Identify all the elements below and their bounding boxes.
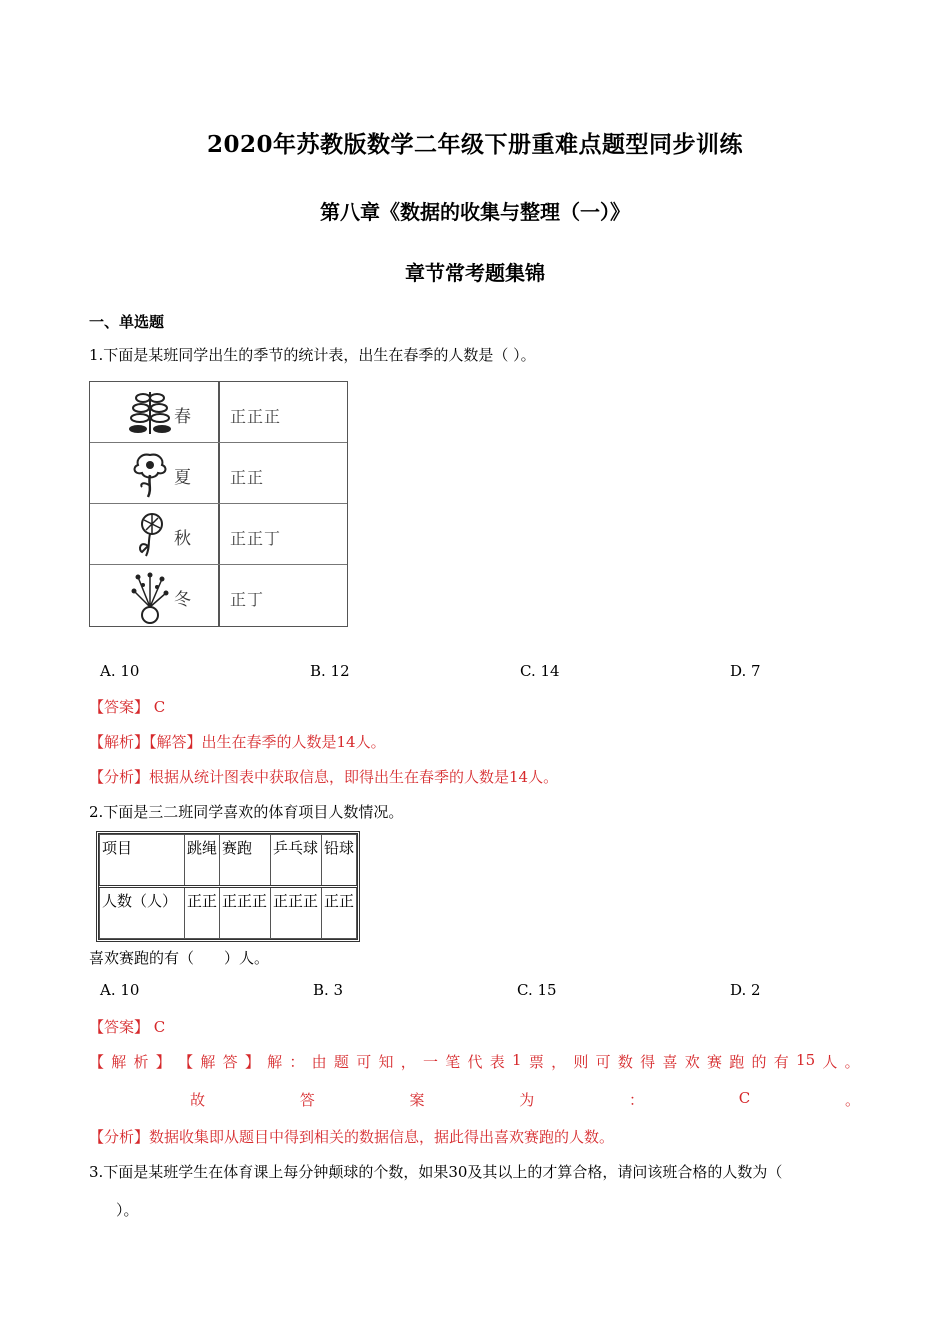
tally-value: 正正 <box>230 468 265 487</box>
table-row-spring <box>90 382 347 443</box>
chapter-title: 第八章《数据的收集与整理（一）》 <box>320 200 630 224</box>
analysis-char: 赛 <box>706 1053 722 1071</box>
analysis-char: ， <box>400 1053 416 1071</box>
tally-value: 正丁 <box>230 590 265 609</box>
analysis-char: 解 <box>200 1053 216 1071</box>
analysis-char: 则 <box>573 1053 589 1071</box>
analysis-char: 数 <box>617 1053 633 1071</box>
hint: 【分析】数据收集即从题目中得到相关的数据信息，据此得出喜欢赛跑的人数。 <box>89 1128 615 1146</box>
analysis-char: ， <box>551 1053 567 1071</box>
sports-table <box>96 831 360 942</box>
table-cell: 跳绳 <box>185 835 220 887</box>
analysis-char: 【 <box>178 1053 194 1071</box>
conclusion-char: 。 <box>844 1091 860 1109</box>
table-cell: 乒乓球 <box>271 835 322 887</box>
season-label: 春 <box>174 407 191 427</box>
table-cell: 正正 <box>322 887 357 939</box>
question-3-text-cont: ）。 <box>116 1201 139 1219</box>
document-title: 2020年苏教版数学二年级下册重难点题型同步训练 <box>206 131 743 158</box>
conclusion <box>190 1089 860 1110</box>
question-2-prompt: 喜欢赛跑的有（ ）人。 <box>89 949 270 967</box>
analysis-char: 一 <box>422 1053 438 1071</box>
table-cell: 项目 <box>100 835 185 887</box>
spring-flower-icon <box>128 388 172 438</box>
section-heading: 一、单选题 <box>89 313 165 331</box>
autumn-flower-icon <box>128 510 172 560</box>
question-2-text: 2.下面是三二班同学喜欢的体育项目人数情况。 <box>89 803 404 821</box>
analysis-char: 解 <box>267 1053 283 1071</box>
analysis-char: 知 <box>378 1053 394 1071</box>
summer-flower-icon <box>128 449 172 499</box>
conclusion-char: ： <box>629 1091 645 1109</box>
question-1-text: 1.下面是某班同学出生的季节的统计表，出生在春季的人数是（ ）。 <box>89 346 536 364</box>
analysis: 【解析】【解答】出生在春季的人数是14人。 <box>89 733 386 751</box>
analysis-char: 【 <box>89 1053 105 1071</box>
option-a[interactable]: A. 10 <box>100 981 140 999</box>
analysis-char: 跑 <box>729 1053 745 1071</box>
table-header-row <box>100 835 357 887</box>
question-3-text: 3.下面是某班学生在体育课上每分钟颠球的个数，如果30及其以上的才算合格，请问该班合格的人数为（ <box>89 1163 783 1181</box>
analysis-char: 由 <box>311 1053 327 1071</box>
analysis <box>89 1051 860 1072</box>
answer: 【答案】 C <box>89 698 166 716</box>
analysis-char: 题 <box>333 1053 349 1071</box>
option-b[interactable]: B. 3 <box>313 981 344 999</box>
option-c[interactable]: C. 15 <box>517 981 557 999</box>
analysis-char: 】 <box>244 1053 260 1071</box>
answer: 【答案】 C <box>89 1018 166 1036</box>
analysis-char: 表 <box>489 1053 505 1071</box>
hint: 【分析】根据从统计图表中获取信息，即得出生在春季的人数是14人。 <box>89 768 559 786</box>
season-label: 夏 <box>174 468 191 488</box>
analysis-char: 析 <box>133 1053 149 1071</box>
analysis-char: 喜 <box>662 1053 678 1071</box>
table-row-autumn <box>90 504 347 565</box>
analysis-char: 可 <box>595 1053 611 1071</box>
analysis-char: 人 <box>822 1053 838 1071</box>
season-label: 冬 <box>174 590 191 610</box>
analysis-char: 代 <box>467 1053 483 1071</box>
option-c[interactable]: C. 14 <box>520 662 560 680</box>
table-cell: 赛跑 <box>220 835 271 887</box>
season-tally-table <box>89 381 348 627</box>
table-cell: 正正正 <box>271 887 322 939</box>
conclusion-char: 故 <box>190 1091 206 1109</box>
analysis-char: 可 <box>356 1053 372 1071</box>
option-a[interactable]: A. 10 <box>100 662 140 680</box>
analysis-char: 票 <box>528 1053 544 1071</box>
analysis-char: 得 <box>640 1053 656 1071</box>
tally-value: 正正丁 <box>230 529 282 548</box>
table-cell: 人数（人） <box>100 887 185 939</box>
analysis-char: 有 <box>773 1053 789 1071</box>
table-cell: 正正正 <box>220 887 271 939</box>
table-row-winter <box>90 565 347 625</box>
analysis-char: 15 <box>796 1051 816 1069</box>
tally-value: 正正正 <box>230 407 282 426</box>
winter-flower-icon <box>128 571 172 625</box>
analysis-char: 的 <box>751 1053 767 1071</box>
analysis-char: ： <box>289 1053 305 1071</box>
season-label: 秋 <box>174 529 191 549</box>
subtitle: 章节常考题集锦 <box>405 261 545 285</box>
analysis-char: 1 <box>512 1051 522 1069</box>
table-cell: 正正 <box>185 887 220 939</box>
conclusion-char: 为 <box>519 1091 535 1109</box>
analysis-char: 解 <box>111 1053 127 1071</box>
conclusion-char: 案 <box>409 1091 425 1109</box>
analysis-char: 笔 <box>445 1053 461 1071</box>
table-cell: 铅球 <box>322 835 357 887</box>
option-d[interactable]: D. 7 <box>730 662 761 680</box>
option-b[interactable]: B. 12 <box>310 662 350 680</box>
analysis-char: 欢 <box>684 1053 700 1071</box>
analysis-char: 答 <box>222 1053 238 1071</box>
analysis-char: 】 <box>155 1053 171 1071</box>
table-row-summer <box>90 443 347 504</box>
table-row <box>100 887 357 939</box>
conclusion-char: C <box>738 1089 751 1107</box>
conclusion-char: 答 <box>299 1091 315 1109</box>
option-d[interactable]: D. 2 <box>730 981 761 999</box>
analysis-char: 。 <box>844 1053 860 1071</box>
